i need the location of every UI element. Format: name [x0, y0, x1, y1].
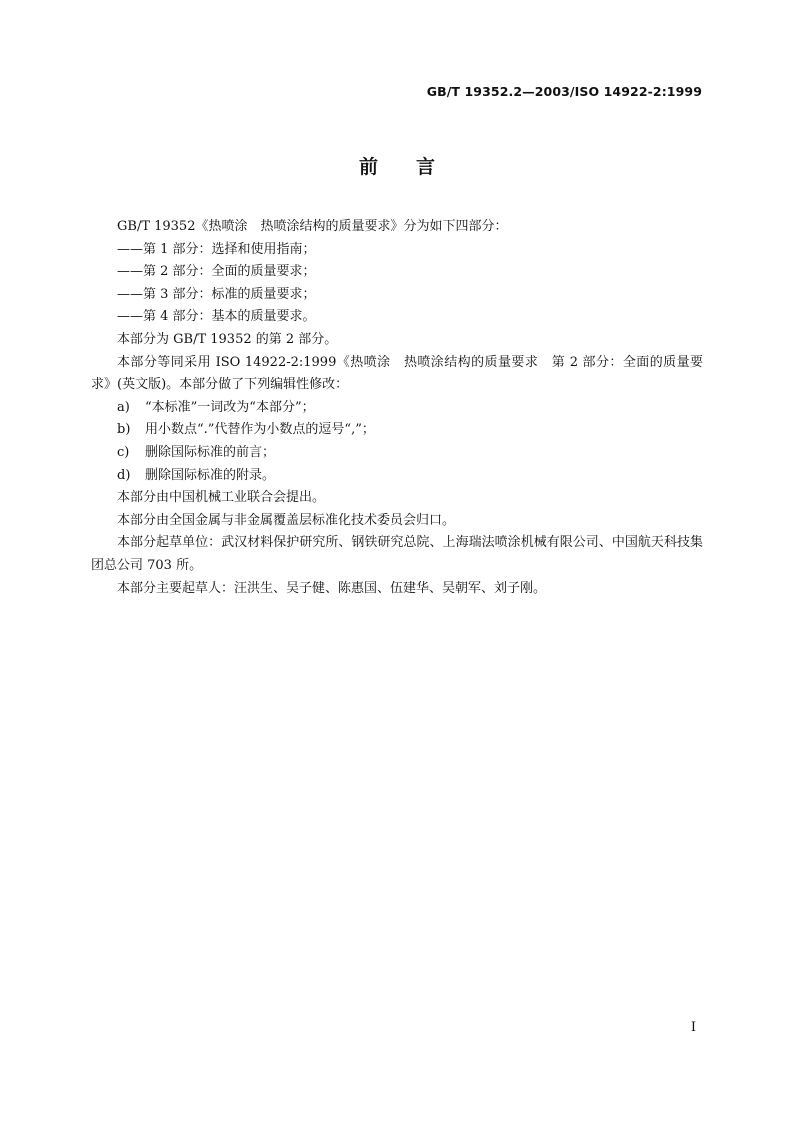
- standard-code-header: GB/T 19352.2—2003/ISO 14922-2:1999: [426, 84, 702, 99]
- change-item: [91, 465, 703, 488]
- page-number: I: [690, 1020, 696, 1035]
- part-item: ——第 1 部分：选择和使用指南；: [117, 241, 316, 257]
- part-item: ——第 3 部分：标准的质量要求；: [117, 286, 316, 302]
- part-item: ——第 2 部分：全面的质量要求；: [117, 264, 316, 280]
- proposed-paragraph: 本部分由中国机械工业联合会提出。: [117, 490, 326, 506]
- intro-paragraph: GB/T 19352《热喷涂 热喷涂结构的质量要求》分为如下四部分：: [117, 219, 508, 234]
- change-item: [91, 419, 703, 442]
- change-item: [91, 397, 703, 420]
- adoption-paragraph: 本部分等同采用 ISO 14922-2:1999《热喷涂 热喷涂结构的质量要求 第 2 部分：全面的质量要求》(英文版)。本部分做了下列编辑性修改：: [91, 354, 703, 393]
- change-marker: d): [117, 467, 131, 483]
- change-text: “本标准”一词改为“本部分”；: [145, 399, 315, 415]
- change-marker: b): [117, 422, 131, 438]
- change-marker: a): [117, 399, 130, 415]
- change-text: 删除国际标准的附录。: [145, 467, 276, 483]
- part-item: ——第 4 部分：基本的质量要求。: [117, 309, 316, 325]
- page-title: 前言: [358, 156, 473, 178]
- this-part-paragraph: 本部分为 GB/T 19352 的第 2 部分。: [117, 331, 338, 347]
- centralized-paragraph: 本部分由全国金属与非金属覆盖层标准化技术委员会归口。: [117, 512, 456, 528]
- drafting-units-paragraph: 本部分起草单位：武汉材料保护研究所、钢铁研究总院、上海瑞法喷涂机械有限公司、中国航天科技集团总公司 703 所。: [91, 535, 703, 573]
- drafters-paragraph: 本部分主要起草人：汪洪生、吴子健、陈惠国、伍建华、吴朝军、刘子刚。: [117, 580, 547, 596]
- change-marker: c): [117, 444, 130, 460]
- foreword-body: [91, 216, 703, 600]
- change-text: 删除国际标准的前言；: [145, 444, 276, 460]
- change-item: [91, 442, 703, 465]
- change-text: 用小数点“.”代替作为小数点的逗号“,”；: [145, 422, 375, 438]
